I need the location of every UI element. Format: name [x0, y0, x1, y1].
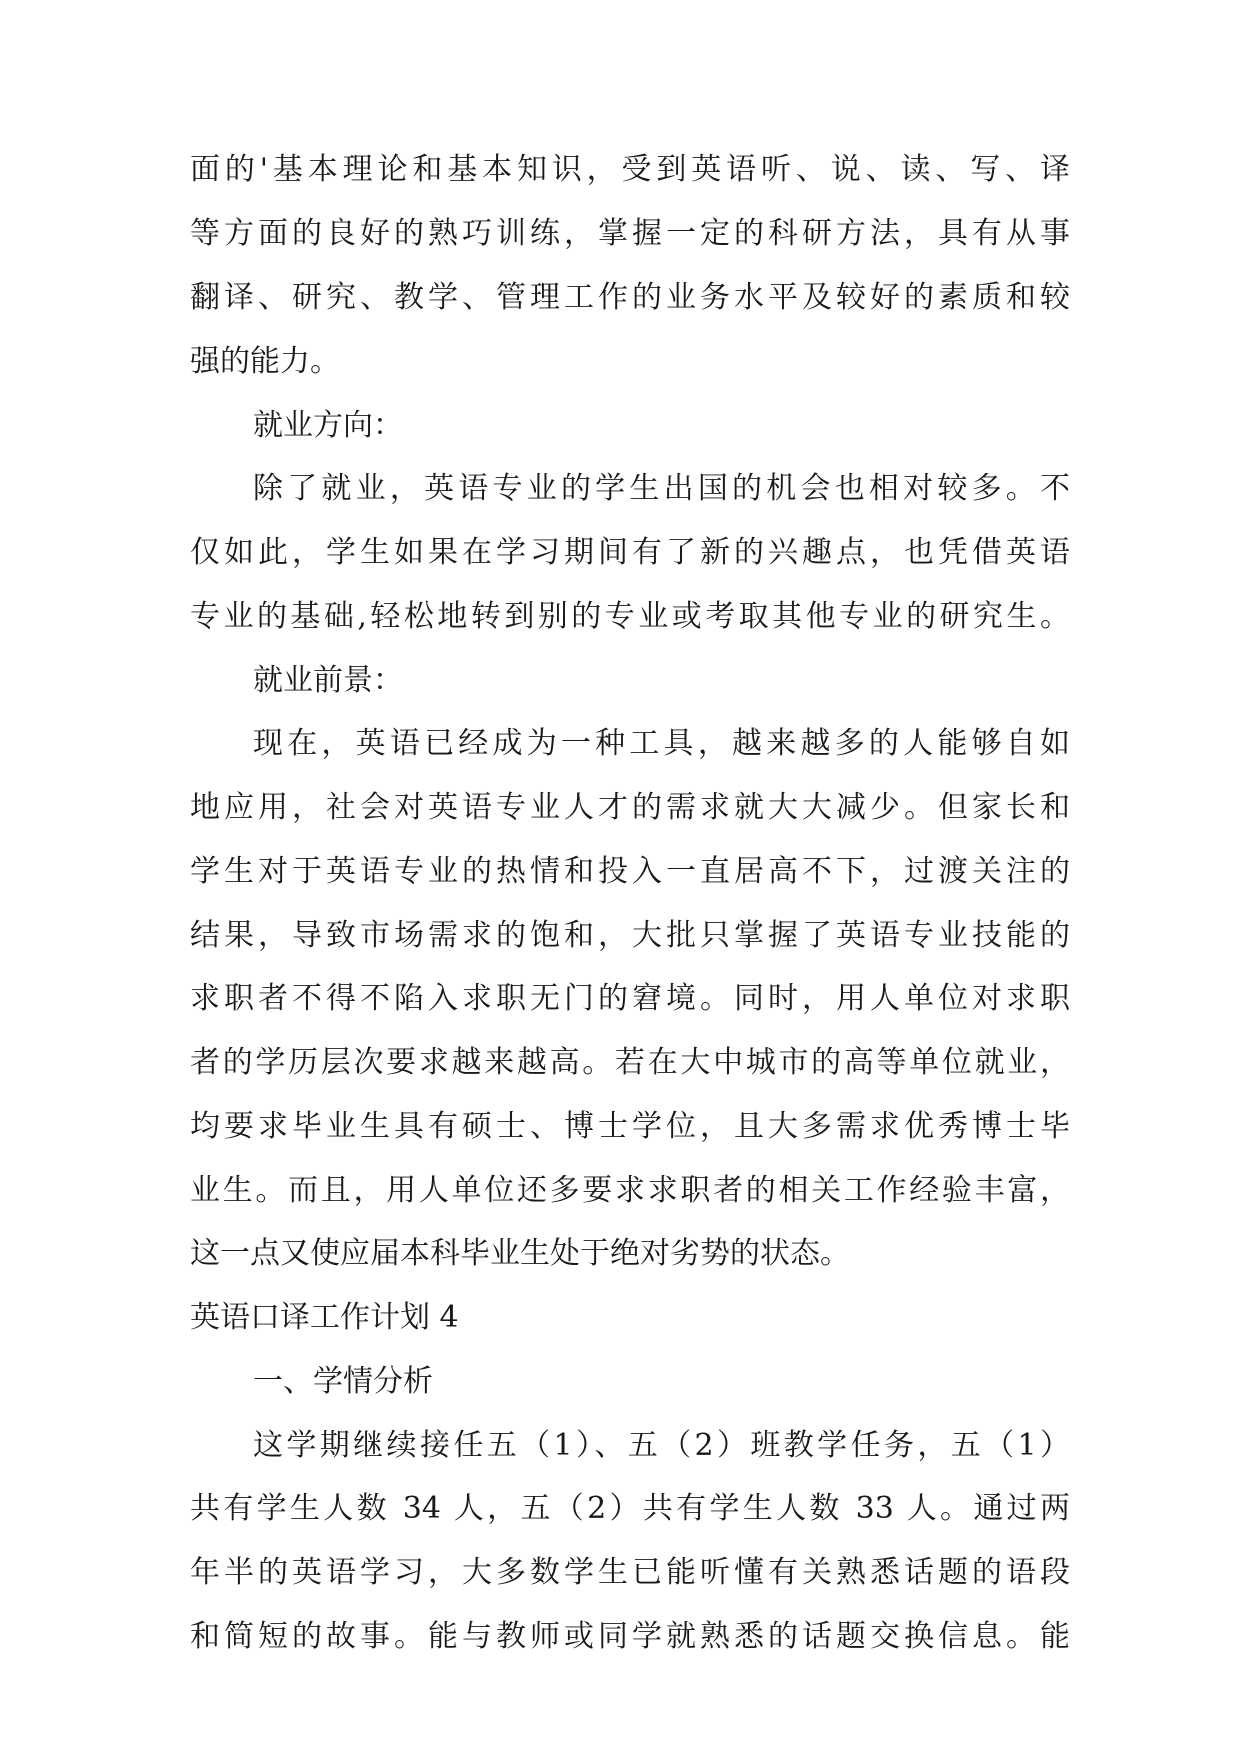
body-line: 等方面的良好的熟巧训练，掌握一定的科研方法，具有从事 — [190, 216, 1070, 251]
body-line: 者的学历层次要求越来越高。若在大中城市的高等单位就业， — [190, 1045, 1070, 1080]
body-line: 年半的英语学习，大多数学生已能听懂有关熟悉话题的语段 — [190, 1555, 1070, 1590]
body-line: 现在，英语已经成为一种工具，越来越多的人能够自如 — [253, 726, 1070, 761]
body-line: 专业的基础,轻松地转到别的专业或考取其他专业的研究生。 — [190, 599, 1070, 634]
body-line: 面的'基本理论和基本知识，受到英语听、说、读、写、译 — [190, 152, 1070, 187]
body-line: 地应用，社会对英语专业人才的需求就大大减少。但家长和 — [190, 790, 1070, 825]
body-line: 和简短的故事。能与教师或同学就熟悉的话题交换信息。能 — [190, 1619, 1070, 1654]
section-heading: 就业前景： — [253, 663, 403, 698]
section-heading: 一、学情分析 — [253, 1364, 433, 1399]
body-line: 结果，导致市场需求的饱和，大批只掌握了英语专业技能的 — [190, 918, 1070, 953]
body-line: 学生对于英语专业的热情和投入一直居高不下，过渡关注的 — [190, 854, 1070, 889]
body-line: 这一点又使应届本科毕业生处于绝对劣势的状态。 — [190, 1236, 850, 1271]
body-line: 这学期继续接任五（1）、五（2）班教学任务，五（1） — [253, 1428, 1070, 1463]
body-line: 强的能力。 — [190, 344, 340, 379]
body-line: 均要求毕业生具有硕士、博士学位，且大多需求优秀博士毕 — [190, 1109, 1070, 1144]
body-line: 仅如此，学生如果在学习期间有了新的兴趣点，也凭借英语 — [190, 535, 1070, 570]
body-line: 求职者不得不陷入求职无门的窘境。同时，用人单位对求职 — [190, 981, 1070, 1016]
body-line: 共有学生人数 34 人，五（2）共有学生人数 33 人。通过两 — [190, 1491, 1070, 1526]
plan-title: 英语口译工作计划 4 — [190, 1300, 459, 1335]
body-line: 业生。而且，用人单位还多要求求职者的相关工作经验丰富， — [190, 1173, 1070, 1208]
body-line: 翻译、研究、教学、管理工作的业务水平及较好的素质和较 — [190, 280, 1070, 315]
body-line: 除了就业，英语专业的学生出国的机会也相对较多。不 — [253, 471, 1070, 506]
section-heading: 就业方向： — [253, 408, 403, 443]
